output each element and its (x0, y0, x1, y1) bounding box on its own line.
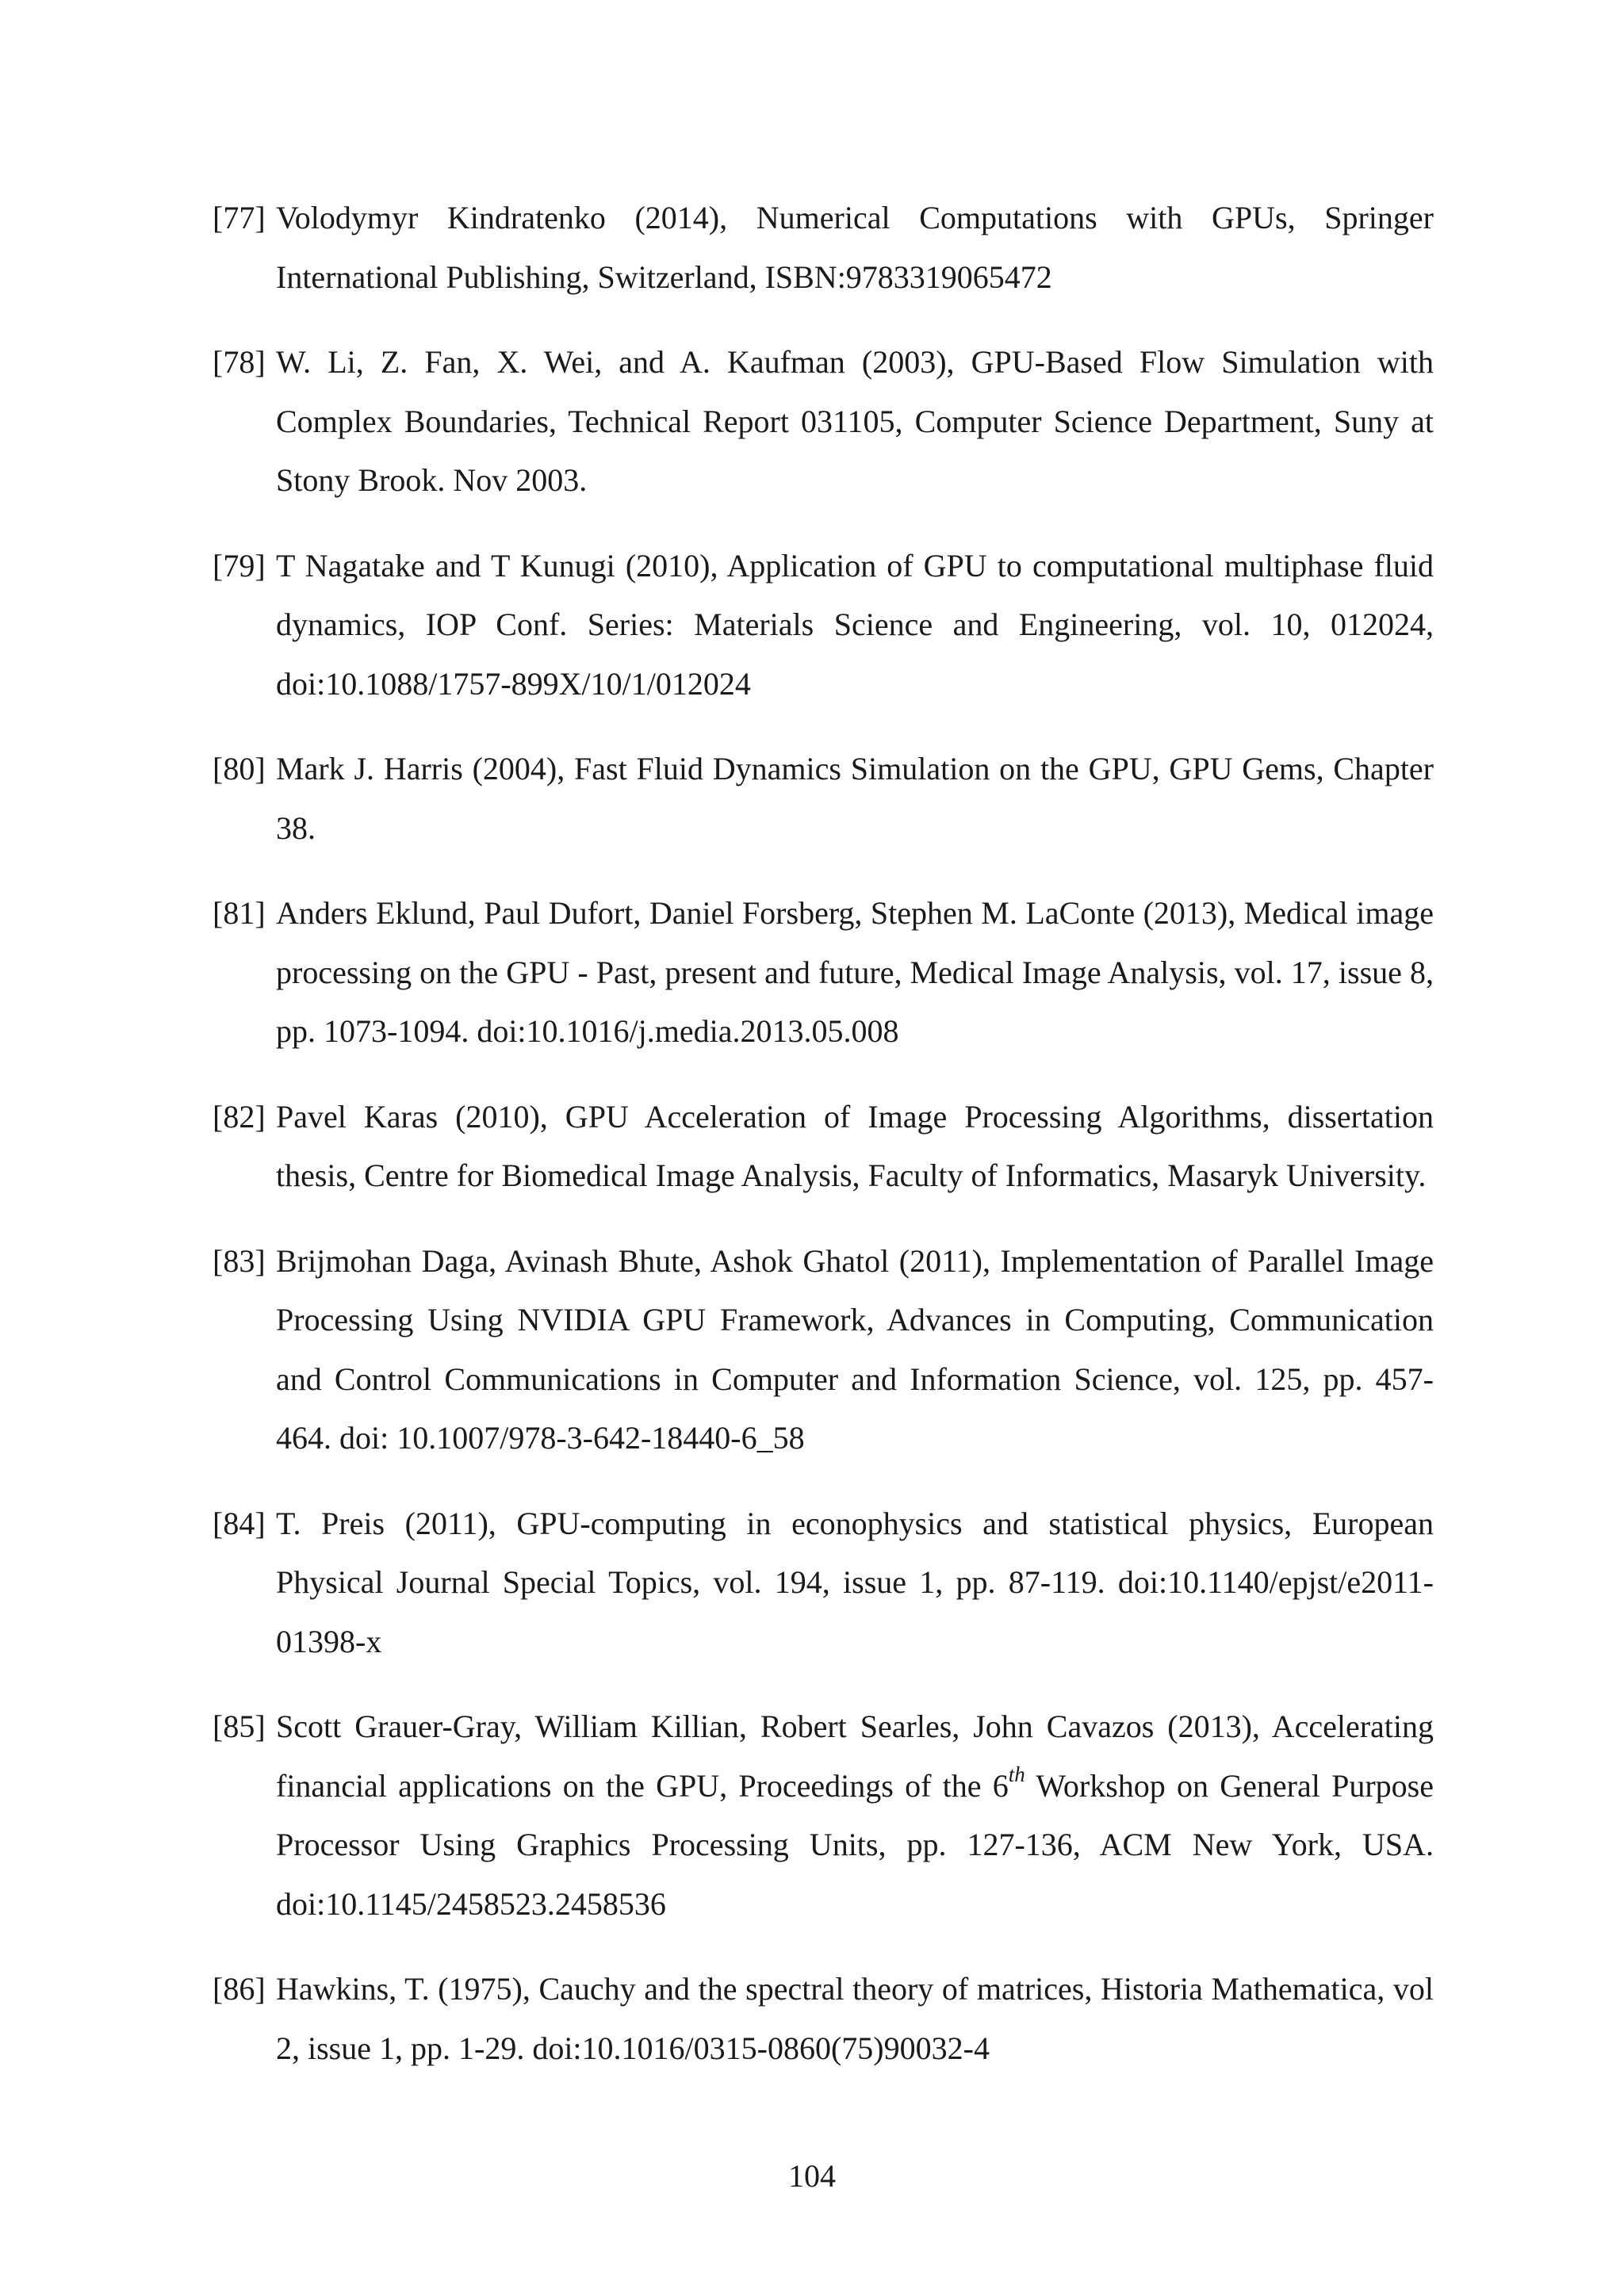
reference-item (213, 189, 1434, 307)
reference-text-part: Scott Grauer-Gray, William Killian, Robert Searles, John Cavazos (2013), Accelerating financial applications on the GPU, Proceedings of the 6 (276, 1709, 1434, 1804)
reference-item (213, 884, 1434, 1062)
reference-text: W. Li, Z. Fan, X. Wei, and A. Kaufman (2003), GPU-Based Flow Simulation with Complex Boundaries, Technical Report 031105, Computer Science Department, Suny at Stony Brook. Nov 2003. (276, 344, 1434, 498)
reference-text: Hawkins, T. (1975), Cauchy and the spectral theory of matrices, Historia Mathematica, vol 2, issue 1, pp. 1-29. doi:10.1016/0315-0860(75)90032-4 (276, 1971, 1434, 2066)
reference-number: [81] (213, 895, 266, 931)
reference-text: Pavel Karas (2010), GPU Acceleration of Image Processing Algorithms, dissertation thesis, Centre for Biomedical Image Analysis, Faculty of Informatics, Masaryk University. (276, 1098, 1434, 1193)
reference-text-part: Workshop on General Purpose Processor Using Graphics Processing Units, pp. 127-136, ACM New York, USA. doi:10.1145/2458523.2458536 (276, 1767, 1434, 1922)
reference-item (213, 1697, 1434, 1934)
reference-item (213, 1088, 1434, 1206)
reference-item (213, 537, 1434, 714)
reference-text: Anders Eklund, Paul Dufort, Daniel Forsberg, Stephen M. LaConte (2013), Medical image processing on the GPU - Past, present and future, Medical Image Analysis, vol. 17, issue 8, pp. 1073-1094. doi:10.1016/j.media.2013.05.008 (276, 895, 1434, 1049)
reference-number: [86] (213, 1971, 266, 2007)
reference-text: Brijmohan Daga, Avinash Bhute, Ashok Ghatol (2011), Implementation of Parallel Image Processing Using NVIDIA GPU Framework, Advances in Computing, Communication and Control Communications in Computer and Information Science, vol. 125, pp. 457-464. doi: 10.1007/978-3-642-18440-6_58 (276, 1242, 1434, 1456)
reference-number: [85] (213, 1709, 266, 1744)
reference-number: [77] (213, 200, 266, 235)
reference-number: [80] (213, 751, 266, 786)
reference-item (213, 1494, 1434, 1672)
reference-item (213, 1232, 1434, 1468)
reference-text: Volodymyr Kindratenko (2014), Numerical Computations with GPUs, Springer International Publishing, Switzerland, ISBN:9783319065472 (276, 200, 1434, 295)
reference-number: [83] (213, 1242, 266, 1279)
reference-text: T Nagatake and T Kunugi (2010), Application of GPU to computational multiphase fluid dynamics, IOP Conf. Series: Materials Science and Engineering, vol. 10, 012024, doi:10.1088/1757-899X/10/1/012024 (276, 547, 1434, 702)
reference-text: Mark J. Harris (2004), Fast Fluid Dynamics Simulation on the GPU, GPU Gems, Chapter 38. (276, 751, 1434, 846)
reference-item (213, 740, 1434, 858)
reference-number: [82] (213, 1098, 266, 1135)
page-number: 104 (788, 2158, 836, 2194)
reference-number: [84] (213, 1505, 266, 1541)
reference-item (213, 1960, 1434, 2078)
reference-number: [79] (213, 547, 266, 584)
reference-list (213, 189, 1434, 2104)
reference-item (213, 333, 1434, 511)
reference-text: T. Preis (2011), GPU-computing in econophysics and statistical physics, European Physical Journal Special Topics, vol. 194, issue 1, pp. 87-119. doi:10.1140/epjst/e2011-01398-x (276, 1505, 1434, 1659)
reference-text (276, 1709, 1434, 1922)
reference-number: [78] (213, 344, 266, 380)
ordinal-superscript: th (1008, 1762, 1025, 1786)
